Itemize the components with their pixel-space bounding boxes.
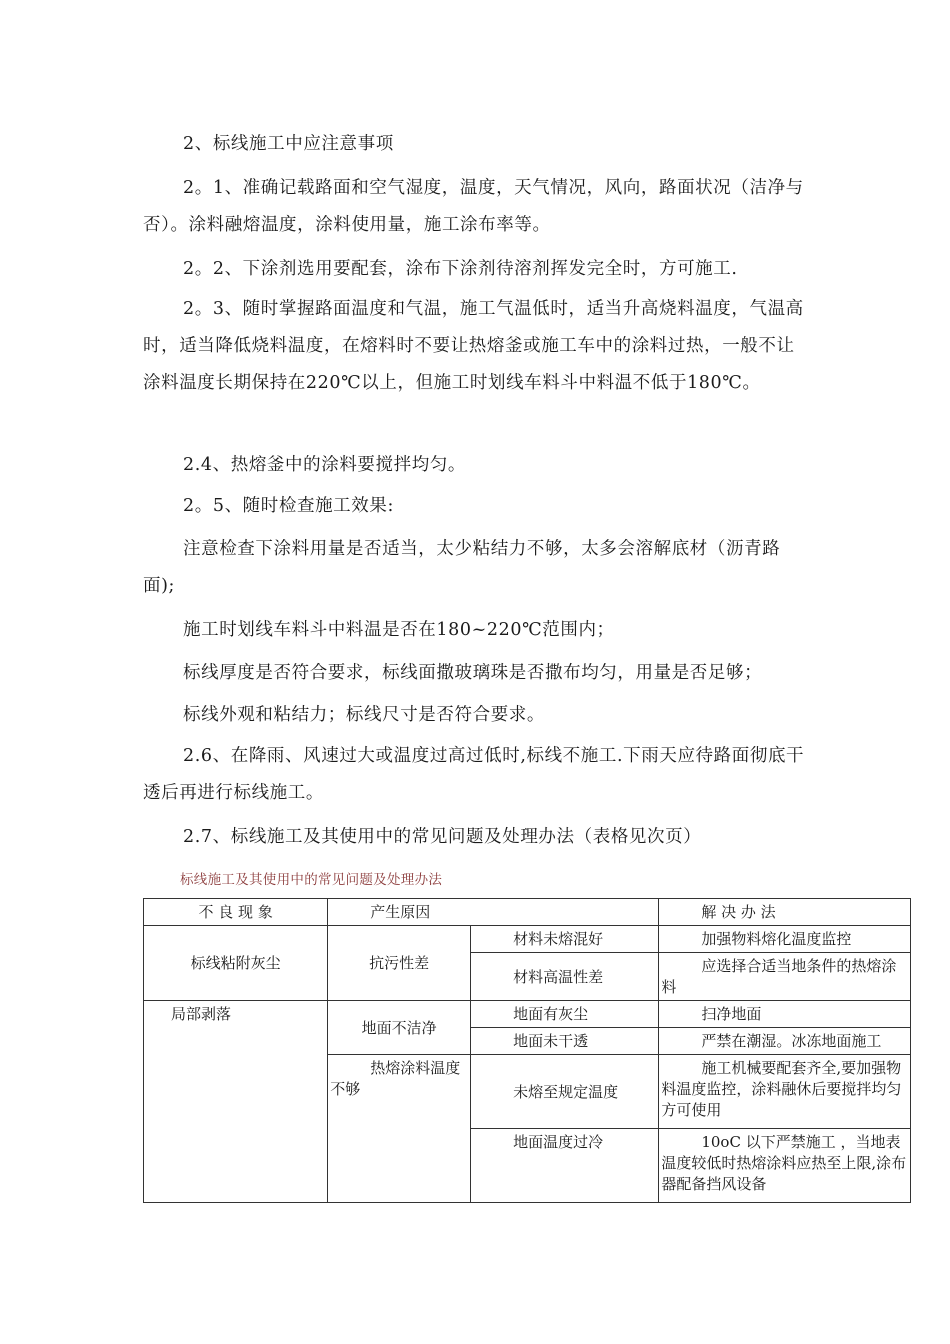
solution-cell: 施工机械要配套齐全,要加强物料温度监控，涂料融休后要搅拌均匀方可使用 xyxy=(659,1055,911,1129)
cause-detail-cell: 地面温度过冷 xyxy=(471,1129,659,1203)
check-item-coating: 注意检查下涂料用量是否适当，太少粘结力不够，太多会溶解底材（沥青路面); xyxy=(143,539,781,596)
cause-detail-cell: 材料未熔混好 xyxy=(471,926,659,953)
solution-cell: 应选择合适当地条件的热熔涂料 xyxy=(659,953,911,1001)
check-item-thickness: 标线厚度是否符合要求，标线面撒玻璃珠是否撒布均匀，用量是否足够； xyxy=(183,663,763,683)
cause-detail-cell: 地面未干透 xyxy=(471,1028,659,1055)
check-item-temperature: 施工时划线车料斗中料温是否在180~220℃范围内； xyxy=(183,620,615,640)
header-solution: 解 决 办 法 xyxy=(659,899,911,926)
issues-table xyxy=(143,898,911,1203)
table-header-row xyxy=(144,899,911,926)
cause-cell: 热熔涂料温度不够 xyxy=(328,1055,471,1203)
paragraph-2-2: 2。2、下涂剂选用要配套，涂布下涂剂待溶剂挥发完全时，方可施工. xyxy=(183,259,738,279)
header-cause: 产生原因 xyxy=(328,899,659,926)
cause-cell: 地面不洁净 xyxy=(328,1001,471,1055)
table-row xyxy=(144,1001,911,1028)
table-caption: 标线施工及其使用中的常见问题及处理办法 xyxy=(180,872,443,888)
phenomenon-cell: 局部剥落 xyxy=(144,1001,328,1203)
cause-detail-cell: 未熔至规定温度 xyxy=(471,1055,659,1129)
paragraph-2-6: 2.6、在降雨、风速过大或温度过高过低时,标线不施工.下雨天应待路面彻底干透后再进行标线施工。 xyxy=(143,746,805,803)
table-row xyxy=(144,926,911,953)
section-heading: 2、标线施工中应注意事项 xyxy=(183,134,394,154)
solution-cell: 扫净地面 xyxy=(659,1001,911,1028)
solution-cell: 严禁在潮湿。冰冻地面施工 xyxy=(659,1028,911,1055)
paragraph-2-1: 2。1、准确记载路面和空气湿度，温度，天气情况，风向，路面状况（洁净与否）。涂料融熔温度，涂料使用量，施工涂布率等。 xyxy=(143,178,804,235)
cause-detail-cell: 材料高温性差 xyxy=(471,953,659,1001)
paragraph-2-7: 2.7、标线施工及其使用中的常见问题及处理办法（表格见次页） xyxy=(183,827,702,847)
solution-cell: 10oC 以下严禁施工 ，当地表温度较低时热熔涂料应热至上限,涂布器配备挡风设备 xyxy=(659,1129,911,1203)
phenomenon-cell: 标线粘附灰尘 xyxy=(144,926,328,1001)
solution-cell: 加强物料熔化温度监控 xyxy=(659,926,911,953)
cause-detail-cell: 地面有灰尘 xyxy=(471,1001,659,1028)
paragraph-2-5: 2。5、随时检查施工效果: xyxy=(183,496,394,516)
paragraph-2-3: 2。3、随时掌握路面温度和气温，施工气温低时，适当升高烧料温度，气温高时，适当降低烧料温度，在熔料时不要让热熔釜或施工车中的涂料过热，一般不让涂料温度长期保持在220℃以上，但施工时划线车料斗中料温不低于180℃。 xyxy=(143,299,804,393)
cause-cell: 抗污性差 xyxy=(328,926,471,1001)
paragraph-2-4: 2.4、热熔釜中的涂料要搅拌均匀。 xyxy=(183,455,467,475)
check-item-appearance: 标线外观和粘结力；标线尺寸是否符合要求。 xyxy=(183,705,545,725)
header-phenomenon: 不 良 现 象 xyxy=(144,899,328,926)
